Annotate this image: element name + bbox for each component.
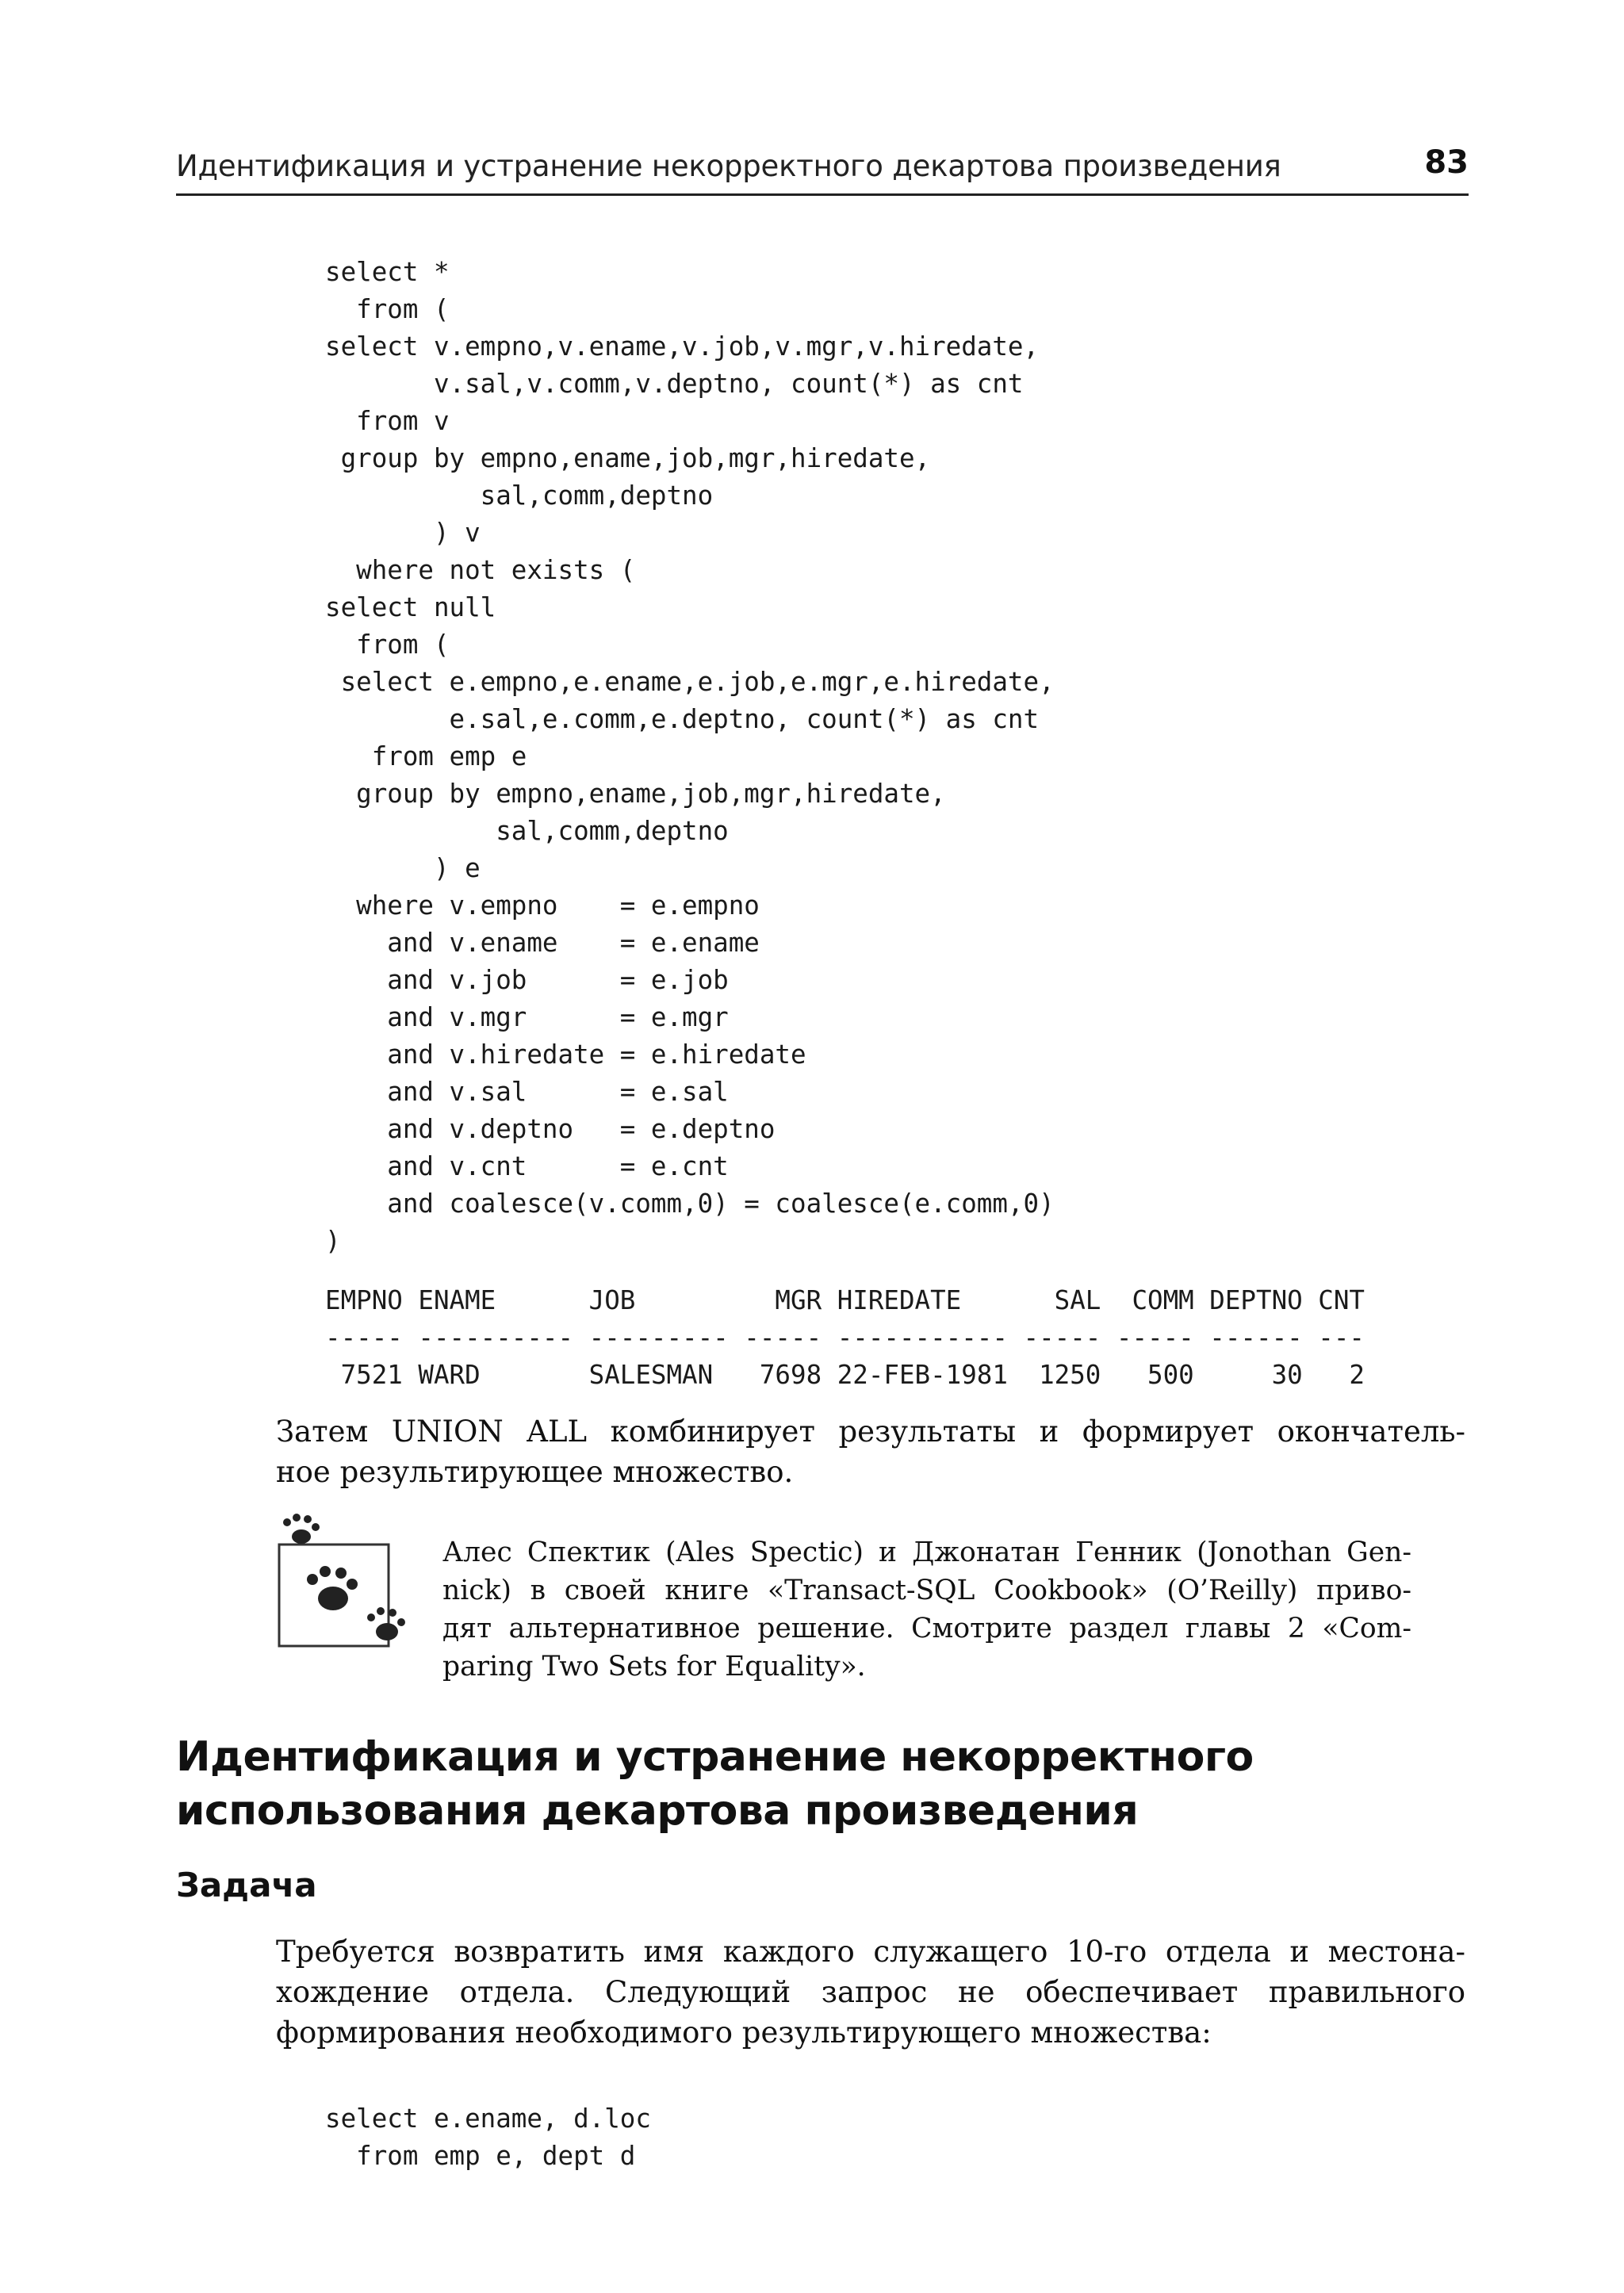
sql-code-block [325,2100,651,2175]
code-line: select null [325,592,496,622]
section-heading-line: Идентификация и устранение некорректного [176,1733,1254,1781]
paragraph-line: Требуется возвратить имя каждого служащего 10-го отдела и местона- [276,1935,1465,1969]
query-result-table [325,1282,1365,1394]
code-line: and v.cnt = e.cnt [325,1151,729,1181]
code-line: and v.job = e.job [325,965,729,995]
code-line: ) e [325,853,481,883]
code-line: where not exists ( [325,555,636,585]
sql-code-block [325,254,1055,1260]
note-line: nick) в своей книге «Transact-SQL Cookbook» (O’Reilly) приво- [442,1575,1411,1606]
code-line: and v.hiredate = e.hiredate [325,1039,806,1070]
code-line: select * [325,257,450,287]
code-line: ) v [325,518,481,548]
note-line: Алес Спектик (Ales Spectic) и Джонатан Генник (Jonothan Gen- [442,1537,1411,1568]
code-line: and v.deptno = e.deptno [325,1114,776,1144]
paragraph-line: Затем UNION ALL комбинирует результаты и формирует окончатель- [276,1414,1465,1449]
code-line: select e.ename, d.loc [325,2104,651,2134]
running-title: Идентификация и устранение некорректного декартова произведения [176,149,1281,183]
result-header-row: EMPNO ENAME JOB MGR HIREDATE SAL COMM DEPTNO CNT [325,1285,1365,1315]
code-line: v.sal,v.comm,v.deptno, count(*) as cnt [325,369,1024,399]
running-header [176,144,1469,196]
note-line: дят альтернативное решение. Смотрите раздел главы 2 «Com- [442,1613,1411,1644]
code-line: ) [325,1226,341,1256]
code-line: and coalesce(v.comm,0) = coalesce(e.comm,0) [325,1189,1055,1219]
code-line: from ( [325,630,450,660]
code-line: select v.empno,v.ename,v.job,v.mgr,v.hiredate, [325,331,1040,362]
paw-prints-icon [276,1513,411,1656]
code-line: from emp e [325,741,527,771]
code-line: group by empno,ename,job,mgr,hiredate, [325,443,931,473]
code-line: and v.ename = e.ename [325,928,760,958]
paragraph-line: хождение отдела. Следующий запрос не обеспечивает правильного [276,1975,1465,2009]
paragraph-line: ное результирующее множество. [276,1455,794,1489]
paragraph-line: формирования необходимого результирующего множества: [276,2015,1212,2050]
code-line: where v.empno = e.empno [325,890,760,921]
code-line: select e.empno,e.ename,e.job,e.mgr,e.hiredate, [325,667,1055,697]
code-line: group by empno,ename,job,mgr,hiredate, [325,779,946,809]
page-number: 83 [1424,144,1469,181]
body-paragraph [276,1411,1465,1492]
code-line: from ( [325,294,450,324]
code-line: sal,comm,deptno [325,816,729,846]
subsection-heading: Задача [176,1866,317,1904]
code-line: and v.mgr = e.mgr [325,1002,729,1032]
code-line: and v.sal = e.sal [325,1077,729,1107]
note-text [442,1533,1411,1686]
body-paragraph [276,1931,1465,2053]
result-data-row: 7521 WARD SALESMAN 7698 22-FEB-1981 1250 500 30 2 [325,1360,1365,1390]
note-line: paring Two Sets for Equality». [442,1651,866,1682]
code-line: from v [325,406,450,436]
section-heading [176,1730,1254,1838]
result-separator-row: ----- ---------- --------- ----- ----------- ----- ----- ------ --- [325,1323,1365,1353]
code-line: sal,comm,deptno [325,480,714,511]
code-line: e.sal,e.comm,e.deptno, count(*) as cnt [325,704,1040,734]
code-line: from emp e, dept d [325,2141,636,2171]
section-heading-line: использования декартова произведения [176,1787,1139,1835]
